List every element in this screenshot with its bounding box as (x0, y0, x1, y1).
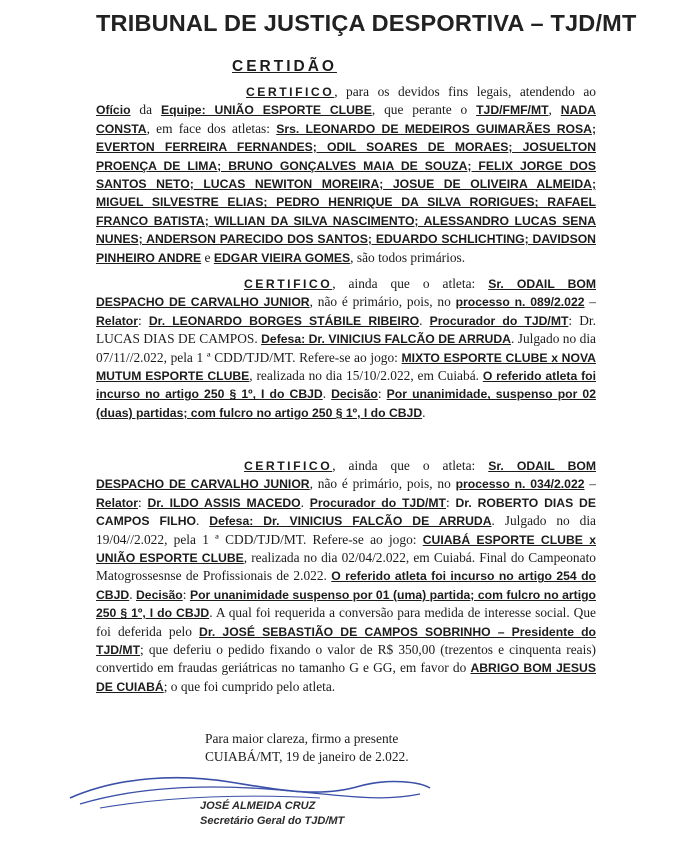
defense-name: Defesa: Dr. VINICIUS FALCÃO DE ARRUDA (261, 332, 511, 347)
match-name: MIXTO ESPORTE CLUBE x NOVA MUTUM ESPORTE CLUBE (96, 350, 596, 384)
relator-name: Dr. LEONARDO BORGES STÁBILE RIBEIRO (148, 313, 420, 328)
decision-text: Por unanimidade, suspenso por 02 (duas) partidas; com fulcro no artigo 250 § 1º, I do CBJD (96, 387, 596, 420)
certifico-lead: CERTIFICO (244, 459, 333, 473)
certifico-lead: CERTIFICO (246, 85, 335, 99)
athletes-list: Srs. LEONARDO DE MEDEIROS GUIMARÃES ROSA; EVERTON FERREIRA FERNANDES; ODIL SOARES DE MORAES; JOSUELTON PROENÇA DE LIMA; BRUNO GONÇALVES MAIA DE SOUZA; FELIX JORGE DOS SANTOS NETO; LUCAS NEWITON MOREIRA; JOSUE DE OLIVEIRA ALMEIDA; MIGUEL SILVESTRE ELIAS; PEDRO HENRIQUE DA SILVA RORIGUES; RAFAEL FRANCO BATISTA; WILLIAN DA SILVA NASCIMENTO; ALESSANDRO LUCAS SENA NUNES; ANDERSON PARECIDO DOS SANTOS; EDUARDO SCHLICHTING; DAVIDSON PINHEIRO ANDRE (96, 121, 596, 265)
relator-name: Dr. ILDO ASSIS MACEDO (147, 495, 301, 510)
signatory-role: Secretário Geral do TJD/MT (200, 815, 345, 827)
process-number: processo n. 034/2.022 (455, 477, 585, 492)
process-number: processo n. 089/2.022 (455, 295, 585, 310)
paragraph-processo-034: CERTIFICO, ainda que o atleta: Sr. ODAIL BOM DESPACHO DE CARVALHO JUNIOR, não é primário, pois, no processo n. 034/2.022 – Relator: Dr. ILDO ASSIS MACEDO. Procurador do TJD/MT: Dr. ROBERTO DIAS DE CAMPOS FILHO. Defesa: Dr. VINICIUS FALCÃO DE ARRUDA. Julgado no dia 19/04//2.022, pela 1 ª CDD/TJD/MT. Refere-se ao jogo: CUIABÁ ESPORTE CLUBE x UNIÃO ESPORTE CLUBE, realizada no dia 02/04/2.022, em Cuiabá. Final do Campeonato Matogrossesnse de Profissionais de 2.022. O referido atleta foi incurso no artigo 254 do CBJD. Decisão: Por unanimidade suspenso por 01 (uma) partida; com fulcro no artigo 250 § 1º, I do CBJD. A qual foi requerida a conversão para medida de interesse social. Que foi deferida pelo Dr. JOSÉ SEBASTIÃO DE CAMPOS SOBRINHO – Presidente do TJD/MT; que deferiu o pedido fixando o valor de R$ 350,00 (trezentos e cinquenta reais) convertido em fraudas geriátricas no tamanho G e GG, em favor do ABRIGO BOM JESUS DE CUIABÁ; o que foi cumprido pelo atleta. (96, 458, 597, 694)
athlete-name: Sr. ODAIL BOM DESPACHO DE CARVALHO JUNIOR (96, 277, 597, 310)
nada-consta: NADA CONSTA (96, 103, 596, 136)
closing-date: CUIABÁ/MT, 19 de janeiro de 2.022. (205, 748, 409, 764)
paragraph-processo-089: CERTIFICO, ainda que o atleta: Sr. ODAIL BOM DESPACHO DE CARVALHO JUNIOR, não é primário, pois, no processo n. 089/2.022 – Relator: Dr. LEONARDO BORGES STÁBILE RIBEIRO. Procurador do TJD/MT: Dr. LUCAS DIAS DE CAMPOS. Defesa: Dr. VINICIUS FALCÃO DE ARRUDA. Julgado no dia 07/11//2.022, pela 1 ª CDD/TJD/MT. Refere-se ao jogo: MIXTO ESPORTE CLUBE x NOVA MUTUM ESPORTE CLUBE, realizada no dia 15/10/2.022, em Cuiabá. O referido atleta foi incurso no artigo 250 § 1º, I do CBJD. Decisão: Por unanimidade, suspenso por 02 (duas) partidas; com fulcro no artigo 250 § 1º, I do CBJD. (96, 276, 597, 420)
team-name: Equipe: UNIÃO ESPORTE CLUBE (160, 103, 372, 118)
certifico-lead: CERTIFICO (244, 277, 333, 291)
shelter-name: ABRIGO BOM JESUS DE CUIABÁ (96, 661, 596, 694)
certidao-title: CERTIDÃO (232, 58, 337, 75)
closing-block (205, 730, 435, 765)
closing-line: Para maior clareza, firmo a presente (205, 731, 399, 746)
match-name: CUIABÁ ESPORTE CLUBE x UNIÃO ESPORTE CLUBE (96, 532, 596, 566)
infraction: O referido atleta foi incurso no artigo 254 do CBJD (96, 569, 596, 602)
paragraph-nada-consta: CERTIFICO, para os devidos fins legais, atendendo ao Ofício da Equipe: UNIÃO ESPORTE CLUBE, que perante o TJD/FMF/MT, NADA CONSTA, em face dos atletas: Srs. LEONARDO DE MEDEIROS GUIMARÃES ROSA; EVERTON FERREIRA FERNANDES; ODIL SOARES DE MORAES; JOSUELTON PROENÇA DE LIMA; BRUNO GONÇALVES MAIA DE SOUZA; FELIX JORGE DOS SANTOS NETO; LUCAS NEWITON MOREIRA; JOSUE DE OLIVEIRA ALMEIDA; MIGUEL SILVESTRE ELIAS; PEDRO HENRIQUE DA SILVA RORIGUES; RAFAEL FRANCO BATISTA; WILLIAN DA SILVA NASCIMENTO; ALESSANDRO LUCAS SENA NUNES; ANDERSON PARECIDO DOS SANTOS; EDUARDO SCHLICHTING; DAVIDSON PINHEIRO ANDRE e EDGAR VIEIRA GOMES, são todos primários. (96, 84, 596, 265)
oficio-ref: Ofício (96, 103, 131, 118)
infraction: O referido atleta foi incurso no artigo 250 § 1º, I do CBJD (96, 369, 596, 402)
president-name: Dr. JOSÉ SEBASTIÃO DE CAMPOS SOBRINHO – Presidente do TJD/MT (96, 624, 596, 658)
tjd-ref: TJD/FMF/MT (476, 103, 549, 118)
prosecutor-name: Dr. ROBERTO DIAS DE CAMPOS FILHO (96, 495, 596, 529)
decision-text: Por unanimidade suspenso por 01 (uma) partida; com fulcro no artigo 250 § 1º, I do CBJD (96, 587, 596, 621)
defense-name: Defesa: Dr. VINICIUS FALCÃO DE ARRUDA (209, 514, 492, 529)
athlete-name: Sr. ODAIL BOM DESPACHO DE CARVALHO JUNIOR (96, 459, 597, 492)
athlete-edgar: EDGAR VIEIRA GOMES (213, 250, 351, 265)
document-header: TRIBUNAL DE JUSTIÇA DESPORTIVA – TJD/MT (96, 10, 637, 36)
signatory-name: JOSÉ ALMEIDA CRUZ (200, 800, 316, 812)
